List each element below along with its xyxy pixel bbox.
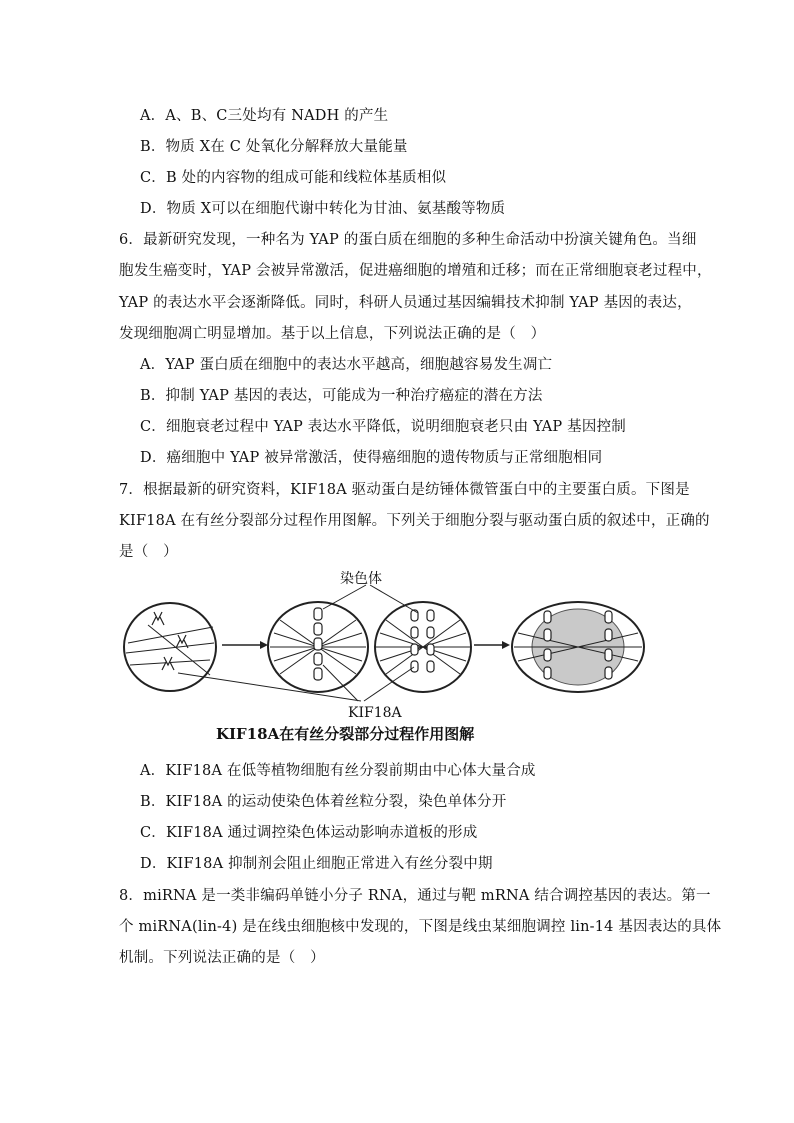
q7-option-a: A．KIF18A 在低等植物细胞有丝分裂前期由中心体大量合成 xyxy=(140,763,536,779)
figure-caption: KIF18A在有丝分裂部分过程作用图解 xyxy=(216,725,475,743)
q5-option-d: D．物质 X可以在细胞代谢中转化为甘油、氨基酸等物质 xyxy=(140,201,506,217)
q6-option-c: C．细胞衰老过程中 YAP 表达水平降低，说明细胞衰老只由 YAP 基因控制 xyxy=(140,419,626,435)
q7-stem-line-1: 7．根据最新的研究资料，KIF18A 驱动蛋白是纺锤体微管蛋白中的主要蛋白质。下图是 xyxy=(119,482,690,498)
q5-option-b: B．物质 X在 C 处氧化分解释放大量能量 xyxy=(140,139,408,155)
kif18a-label: KIF18A xyxy=(348,705,402,721)
q6-stem-line-1: 6．最新研究发现，一种名为 YAP 的蛋白质在细胞的多种生命活动中扮演关键角色。当细 xyxy=(119,232,697,248)
q5-option-c: C．B 处的内容物的组成可能和线粒体基质相似 xyxy=(140,170,447,186)
q5-option-a: A．A、B、C三处均有 NADH 的产生 xyxy=(140,108,389,124)
q7-stem-line-3: 是（ ） xyxy=(119,544,178,560)
q6-option-d: D．癌细胞中 YAP 被异常激活，使得癌细胞的遗传物质与正常细胞相同 xyxy=(140,450,603,466)
mitosis-diagram xyxy=(118,565,676,725)
q8-stem-line-3: 机制。下列说法正确的是（ ） xyxy=(119,950,325,966)
q6-option-b: B．抑制 YAP 基因的表达，可能成为一种治疗癌症的潜在方法 xyxy=(140,388,543,404)
q7-option-c: C．KIF18A 通过调控染色体运动影响赤道板的形成 xyxy=(140,825,478,841)
q8-stem-line-2: 个 miRNA(lin-4) 是在线虫细胞核中发现的，下图是线虫某细胞调控 lin-14 基因表达的具体 xyxy=(119,919,722,935)
q6-stem-line-3: YAP 的表达水平会逐渐降低。同时，科研人员通过基因编辑技术抑制 YAP 基因的表达， xyxy=(119,295,692,311)
chromosome-label: 染色体 xyxy=(340,571,382,587)
q7-option-b: B．KIF18A 的运动使染色体着丝粒分裂，染色单体分开 xyxy=(140,794,507,810)
q7-stem-line-2: KIF18A 在有丝分裂部分过程作用图解。下列关于细胞分裂与驱动蛋白质的叙述中，正确的 xyxy=(119,513,710,529)
q7-option-d: D．KIF18A 抑制剂会阻止细胞正常进入有丝分裂中期 xyxy=(140,856,493,872)
q8-stem-line-1: 8．miRNA 是一类非编码单链小分子 RNA，通过与靶 mRNA 结合调控基因的表达。第一 xyxy=(119,888,711,904)
q6-stem-line-4: 发现细胞凋亡明显增加。基于以上信息，下列说法正确的是（ ） xyxy=(119,326,546,342)
q6-option-a: A．YAP 蛋白质在细胞中的表达水平越高，细胞越容易发生凋亡 xyxy=(140,357,553,373)
q6-stem-line-2: 胞发生癌变时，YAP 会被异常激活，促进癌细胞的增殖和迁移；而在正常细胞衰老过程中， xyxy=(119,263,712,279)
